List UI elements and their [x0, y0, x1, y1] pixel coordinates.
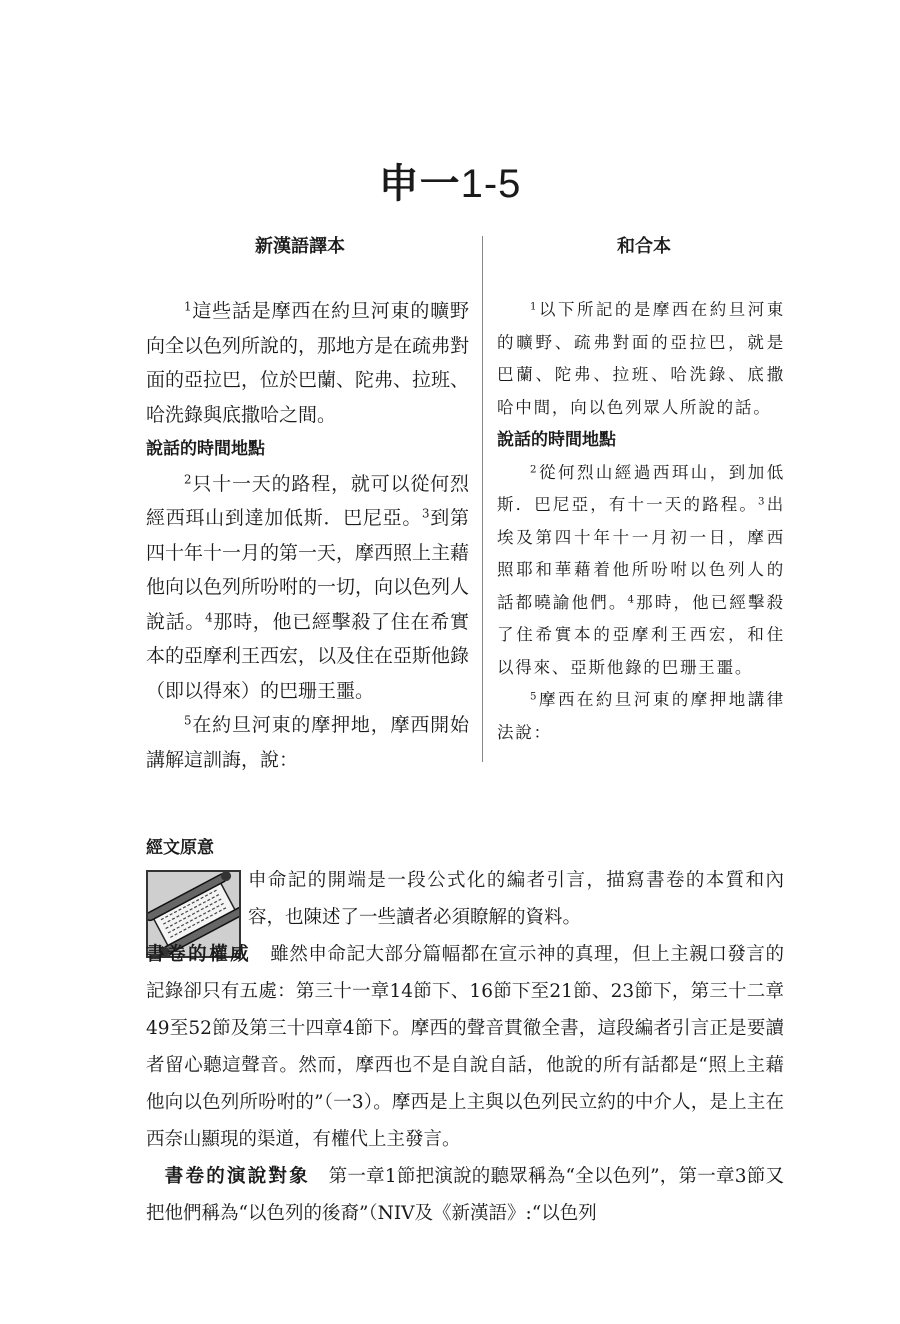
right-column-text — [497, 294, 785, 749]
verse-paragraph: $^2$從何烈山經過西珥山，到加低斯．巴尼亞，有十一天的路程。$^3$出埃及第四十年十一月初一日，摩西照耶和華藉着他所吩咐以色列人的話都曉諭他們。$^4$那時，他已經擊殺了住希實本的亞摩利王西宏，和住以得來、亞斯他錄的巴珊王噩。 — [497, 462, 785, 677]
column-heading-union: 和合本 — [617, 236, 671, 257]
subheading: 說話的時間地點 — [497, 430, 616, 450]
left-column-text — [146, 294, 469, 777]
verse-paragraph: $^5$在約旦河東的摩押地，摩西開始講解這訓誨，說： — [146, 713, 469, 771]
intro-paragraph: 申命記的開端是一段公式化的編者引言，描寫書卷的本質和內容，也陳述了一些讀者必須瞭解的資料。 — [248, 870, 784, 928]
column-heading-new-chinese: 新漢語譯本 — [255, 236, 345, 257]
page-title: 申一1-5 — [378, 161, 522, 207]
audience-paragraph: 書卷的演說對象 第一章1節把演說的聽眾稱為“全以色列”，第一章3節又把他們稱為“以色列的後裔”（NIV及《新漢語》:“以色列 — [146, 1166, 784, 1224]
section-heading: 經文原意 — [146, 838, 214, 858]
column-divider — [482, 236, 483, 762]
verse-paragraph: $^5$摩西在約旦河東的摩押地講律法說： — [497, 690, 785, 742]
authority-paragraph: 書卷的權威 雖然申命記大部分篇幅都在宣示神的真理，但上主親口發言的記錄卻只有五處：第三十一章14節下、16節下至21節、23節下，第三十二章49至52節及第三十四章4節下。摩西的聲音貫徹全書，這段編者引言正是要讀者留心聽這聲音。然而，摩西也不是自說自話，他說的所有話都是“照上主藉他向以色列所吩咐的”（一3）。摩西是上主與以色列民立約的中介人，是上主在西奈山顯現的渠道，有權代上主發言。 — [146, 944, 784, 1150]
verse-paragraph: $^2$只十一天的路程，就可以從何烈經西珥山到達加低斯．巴尼亞。$^3$到第四十年十一月的第一天，摩西照上主藉他向以色列所吩咐的一切，向以色列人說話。$^4$那時，他已經擊殺了住在希實本的亞摩利王西宏，以及住在亞斯他錄（即以得來）的巴珊王噩。 — [146, 472, 470, 702]
subheading: 說話的時間地點 — [146, 439, 265, 459]
commentary-body — [146, 862, 784, 1232]
verse-paragraph: $^1$以下所記的是摩西在約旦河東的曠野、疏弗對面的亞拉巴，就是巴蘭、陀弗、拉班、哈洗錄、底撒哈中間，向以色列眾人所說的話。 — [497, 300, 785, 417]
verse-paragraph: $^1$這些話是摩西在約旦河東的曠野向全以色列所說的，那地方是在疏弗對面的亞拉巴，位於巴蘭、陀弗、拉班、哈洗錄與底撒哈之間。 — [146, 299, 470, 426]
